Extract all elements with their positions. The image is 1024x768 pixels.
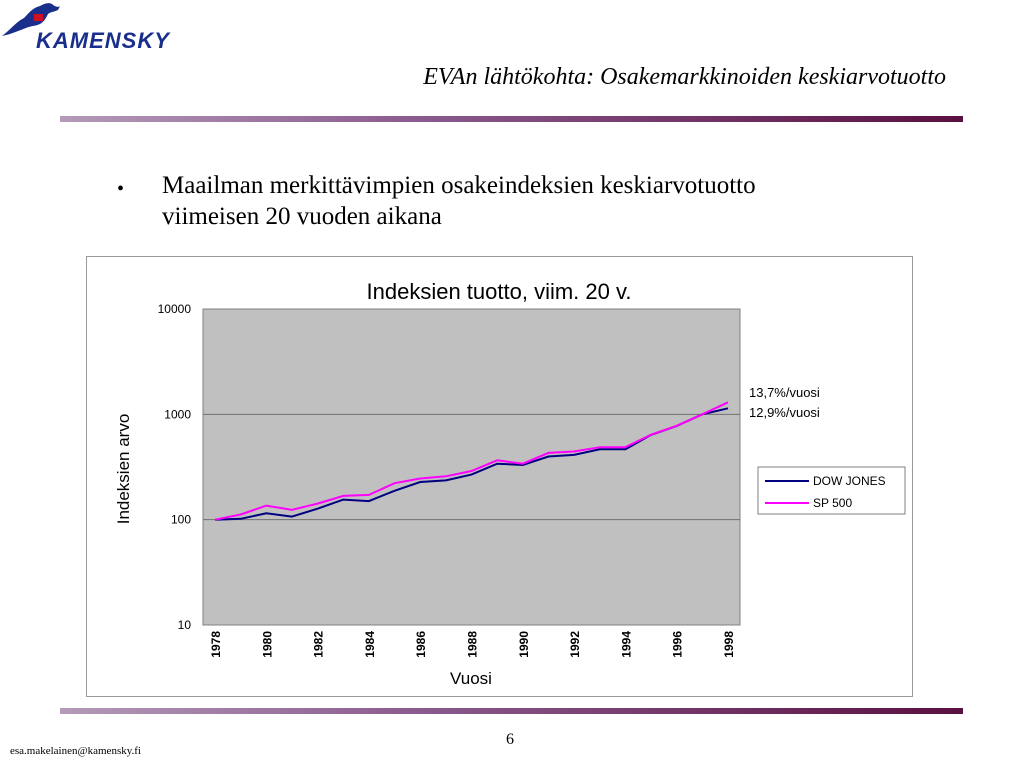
x-tick-label: 1982 <box>311 631 326 658</box>
logo-text: KAMENSKY <box>36 28 170 53</box>
chart-title: Indeksien tuotto, viim. 20 v. <box>366 279 632 304</box>
bullet-text <box>162 170 962 232</box>
y-tick-label: 1000 <box>164 407 191 422</box>
chart-container <box>86 256 913 697</box>
top-divider <box>60 116 963 122</box>
footer-email: esa.makelainen@kamensky.fi <box>10 745 141 757</box>
x-tick-label: 1990 <box>516 631 531 658</box>
x-tick-label: 1984 <box>362 631 377 658</box>
plot-area <box>203 309 740 625</box>
annotation-sp500-return: 13,7%/vuosi <box>749 385 820 400</box>
legend-label-sp500: SP 500 <box>813 496 853 510</box>
x-tick-label: 1980 <box>260 631 275 658</box>
bullet-marker: • <box>117 178 125 200</box>
y-axis-label: Indeksien arvo <box>114 413 133 525</box>
slide-title: EVAn lähtökohta: Osakemarkkinoiden keskiarvotuotto <box>423 64 946 90</box>
line-chart <box>87 257 912 696</box>
x-tick-label: 1998 <box>722 631 736 658</box>
page-number: 6 <box>506 731 514 748</box>
x-tick-label: 1994 <box>619 631 634 658</box>
y-tick-label: 100 <box>170 512 191 527</box>
y-tick-label: 10 <box>177 618 191 632</box>
x-tick-label: 1988 <box>465 631 480 658</box>
x-tick-label: 1986 <box>414 631 429 658</box>
x-axis-label: Vuosi <box>450 669 492 688</box>
x-tick-label: 1992 <box>568 631 583 658</box>
bottom-divider <box>60 708 963 714</box>
legend-label-dow: DOW JONES <box>813 474 886 488</box>
x-tick-label: 1978 <box>209 631 223 658</box>
kamensky-logo <box>0 0 170 62</box>
legend <box>758 467 905 514</box>
annotation-dow-return: 12,9%/vuosi <box>749 405 820 420</box>
bullet-line-1: Maailman merkittävimpien osakeindeksien keskiarvotuotto <box>162 172 756 199</box>
y-tick-label: 10000 <box>157 302 191 316</box>
x-tick-label: 1996 <box>670 631 685 658</box>
bullet-line-2: viimeisen 20 vuoden aikana <box>162 203 442 230</box>
